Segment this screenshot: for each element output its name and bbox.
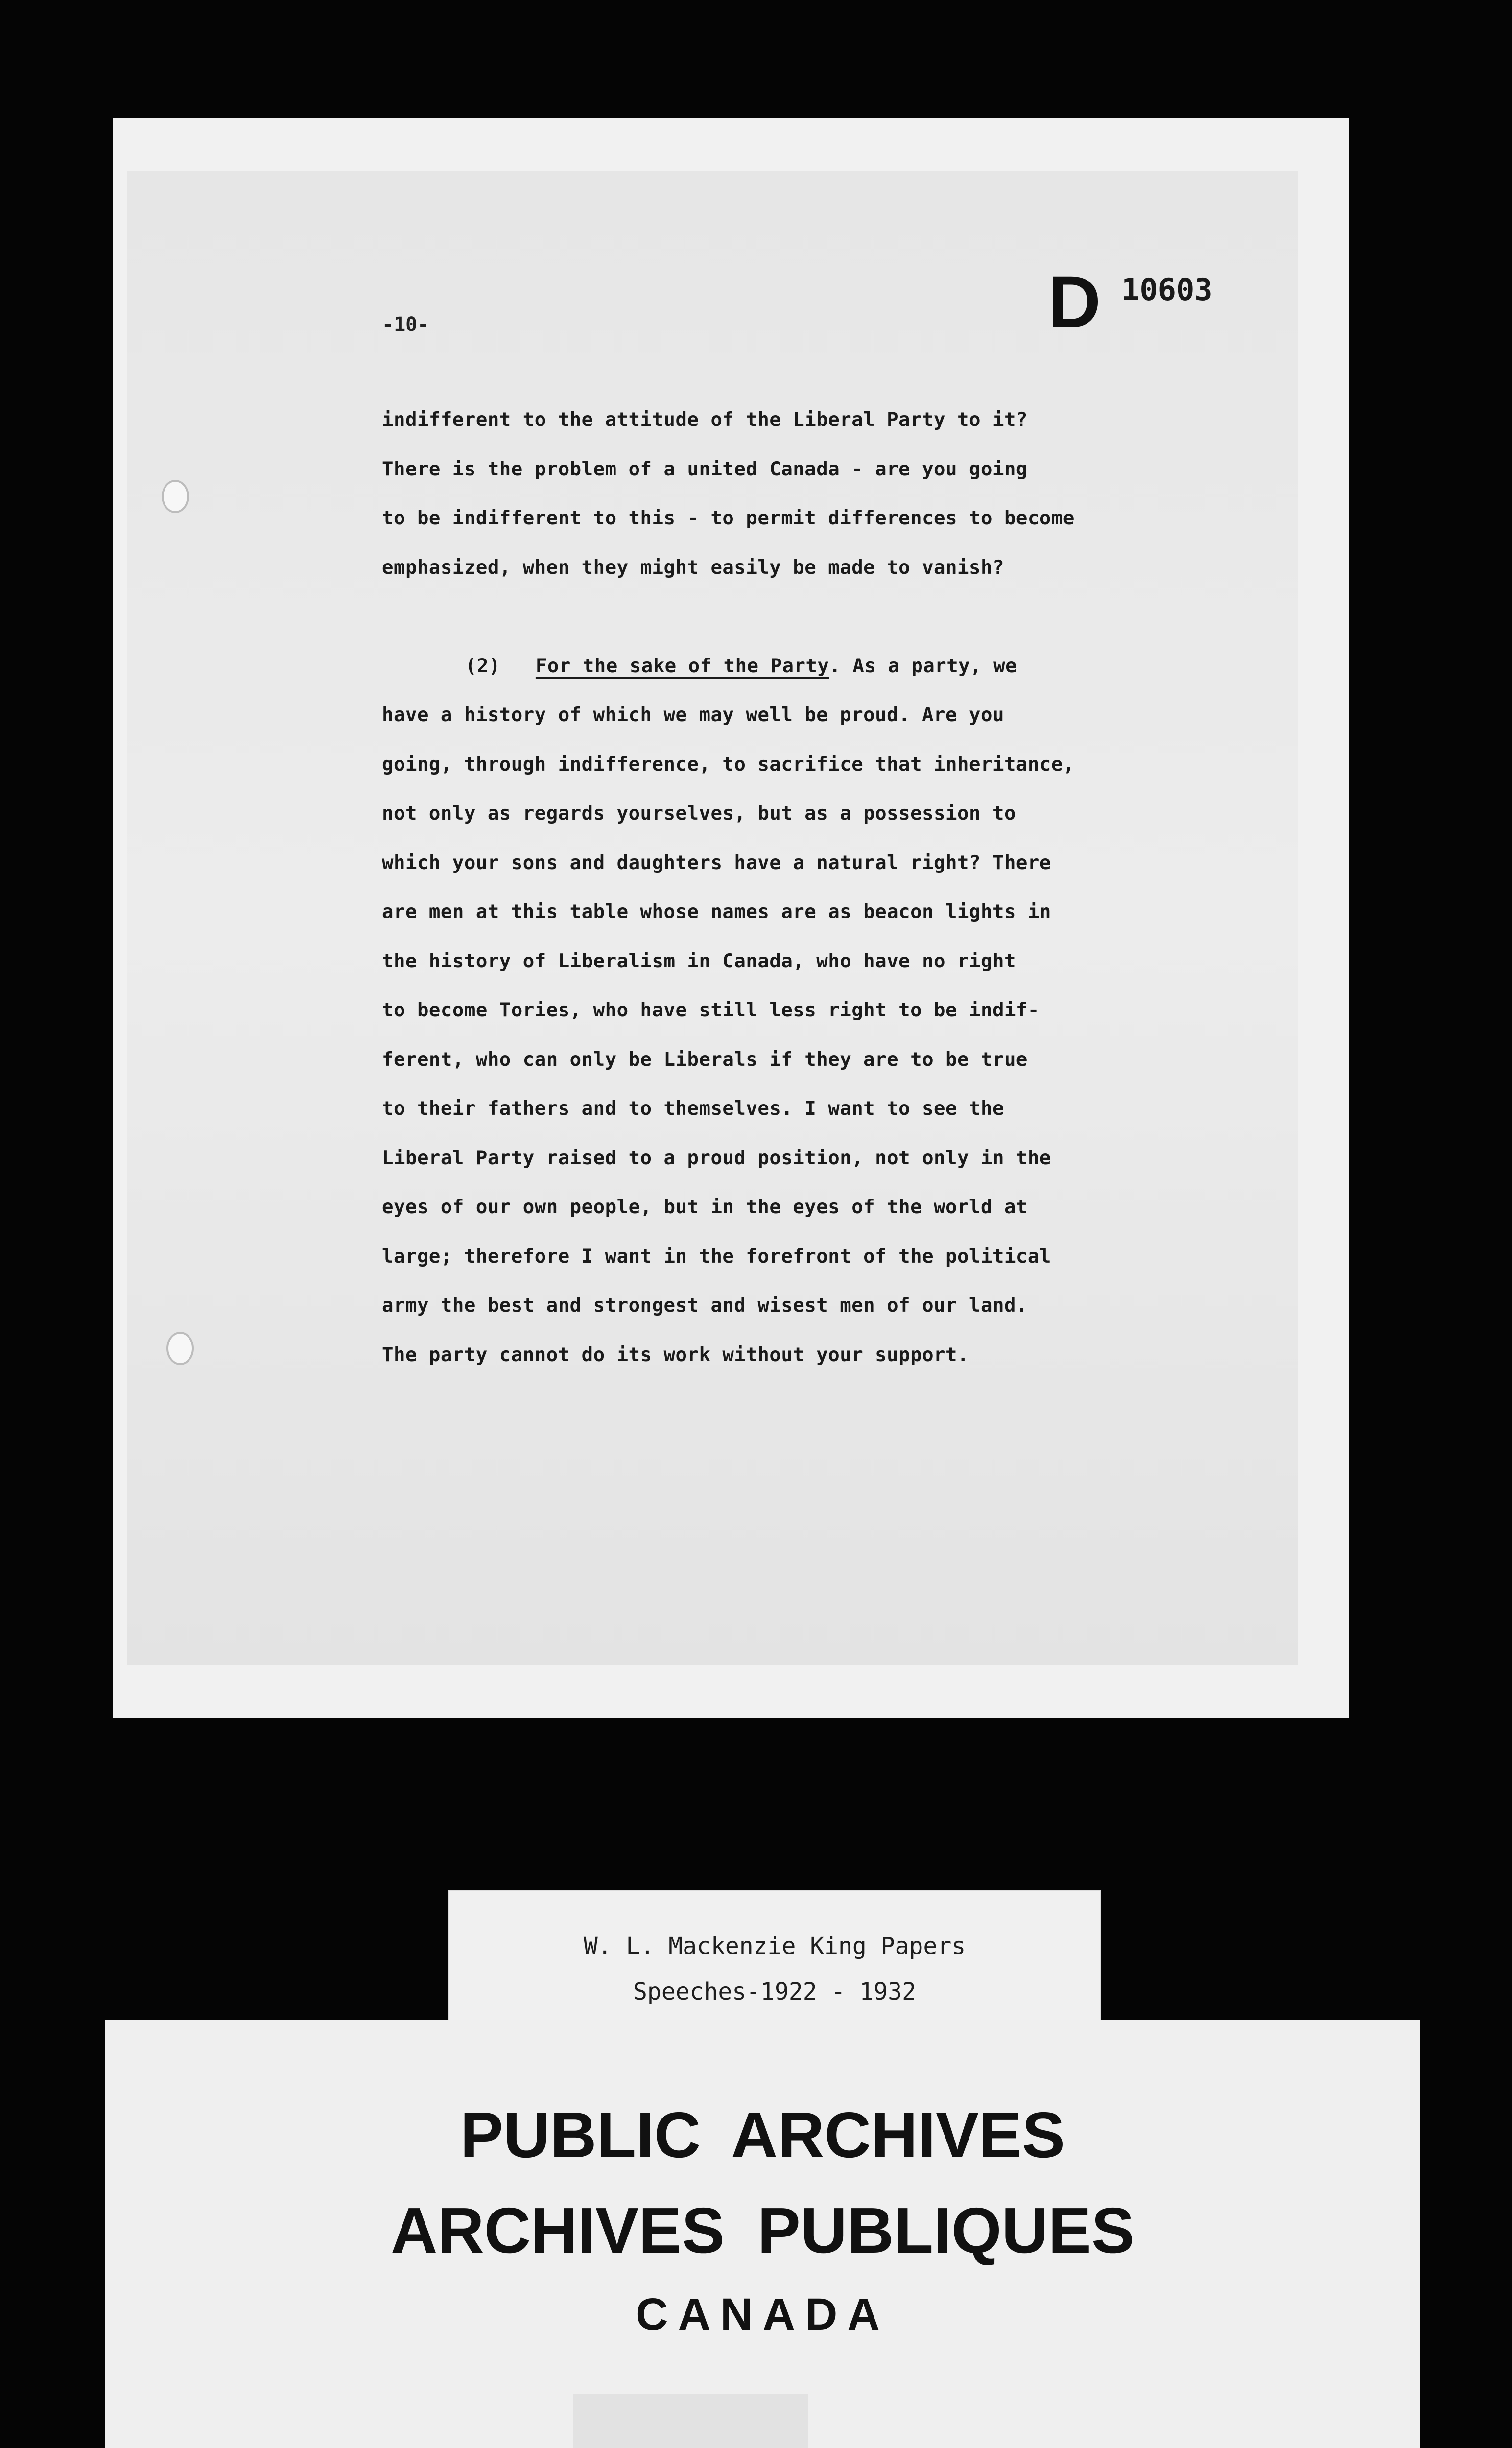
text-line: large; therefore I want in the forefront of the political [382, 1245, 1051, 1268]
text-line: army the best and strongest and wisest men of our land. [382, 1295, 1028, 1317]
text-line: emphasized, when they might easily be made to vanish? [382, 556, 1004, 579]
text-line: which your sons and daughters have a natural right? There [382, 851, 1051, 874]
text-line: eyes of our own people, but in the eyes of the world at [382, 1196, 1028, 1218]
paragraph-heading: For the sake of the Party [535, 655, 829, 677]
archives-country: CANADA [636, 2289, 890, 2339]
paragraph-number: (2) [465, 655, 500, 677]
text-line: not only as regards yourselves, but as a possession to [382, 802, 1016, 824]
text-line: The party cannot do its work without your support. [382, 1343, 969, 1366]
text-line: Liberal Party raised to a proud position, not only in the [382, 1147, 1051, 1169]
document-stamp-letter: D [1048, 260, 1099, 343]
text-line: to their fathers and to themselves. I want to see the [382, 1098, 1004, 1120]
page-number: -10- [382, 313, 429, 336]
tape-strip [573, 2394, 808, 2448]
text-line: going, through indifference, to sacrifice that inheritance, [382, 753, 1075, 776]
text-line: ferent, who can only be Liberals if they are to be true [382, 1048, 1028, 1071]
paragraph-gap [382, 606, 1146, 655]
paragraph-heading-rest: . As a party, we [829, 655, 1017, 677]
text-line: There is the problem of a united Canada - are you going [382, 458, 1028, 480]
text-line: the history of Liberalism in Canada, who have no right [382, 950, 1016, 972]
archives-name-french: ARCHIVES PUBLIQUES [391, 2194, 1134, 2266]
text-line: to be indifferent to this - to permit differences to become [382, 507, 1075, 529]
typed-body [382, 409, 1146, 1393]
text-line: have a history of which we may well be proud. Are you [382, 704, 1004, 726]
punch-hole [166, 1332, 194, 1365]
collection-name: W. L. Mackenzie King Papers [583, 1932, 966, 1960]
collection-label [448, 1890, 1101, 2034]
collection-series: Speeches-1922 - 1932 [633, 1978, 916, 2005]
text-line: to become Tories, who have still less right to be indif- [382, 999, 1040, 1021]
archives-name-english: PUBLIC ARCHIVES [460, 2099, 1065, 2171]
document-stamp-number: 10603 [1121, 272, 1213, 307]
archives-label [105, 2020, 1420, 2448]
text-line: are men at this table whose names are as beacon lights in [382, 901, 1051, 923]
paragraph-2-first-line [382, 655, 1146, 705]
punch-hole [162, 480, 189, 513]
text-line: indifferent to the attitude of the Liberal Party to it? [382, 409, 1028, 431]
